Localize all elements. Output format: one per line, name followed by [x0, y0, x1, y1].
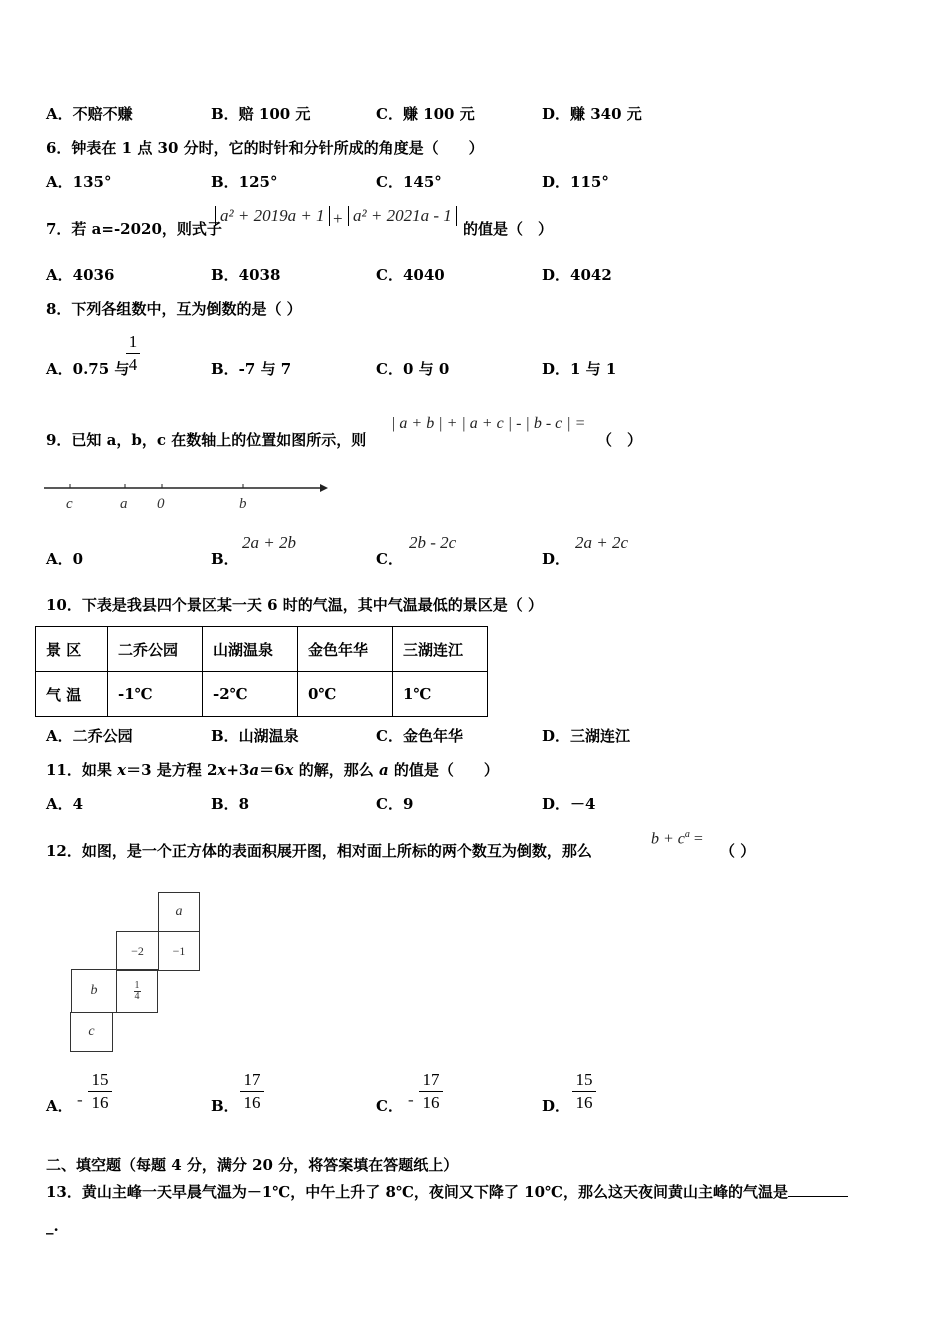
table-cell: 景 区	[36, 627, 108, 672]
q12-option-d-label: D．	[542, 1097, 571, 1115]
answer-blank[interactable]	[788, 1180, 848, 1197]
q11-option-b: B．8	[211, 795, 250, 813]
q12-option-b-label: B．	[211, 1097, 239, 1115]
q9-stem: 9．已知 a，b，c 在数轴上的位置如图所示，则	[46, 431, 367, 449]
q7-stem-post: 的值是（ ）	[463, 220, 554, 238]
label-b: b	[239, 496, 247, 512]
q12-option-c-label: C．	[376, 1097, 403, 1115]
q12-option-a-sign: -	[77, 1090, 83, 1109]
q9-option-b-expr: 2a + 2b	[242, 533, 296, 552]
q5-option-a: A．不赔不赚	[46, 105, 133, 123]
table-header-row	[36, 627, 488, 672]
q11-option-a: A．4	[46, 795, 84, 813]
q9-option-d-expr: 2a + 2c	[575, 533, 629, 552]
net-face-b: b	[71, 969, 117, 1013]
table-cell: 1℃	[393, 672, 488, 717]
number-line	[40, 476, 340, 516]
q10-stem: 10．下表是我县四个景区某一天 6 时的气温，其中气温最低的景区是（ ）	[46, 596, 543, 614]
temperature-table	[35, 626, 488, 717]
label-c: c	[66, 496, 73, 512]
net-face-a: a	[158, 892, 200, 932]
q7-abs-expr-2: a² + 2021a - 1	[348, 206, 457, 226]
table-cell: 山湖温泉	[203, 627, 298, 672]
q12-option-b-fraction: 17 16	[240, 1070, 264, 1113]
q10-option-d: D．三湖连江	[542, 727, 631, 745]
q9-option-d-label: D．	[542, 550, 571, 568]
q11-option-d: D．－4	[542, 795, 596, 813]
q7-abs-expr-1: a² + 2019a + 1	[215, 206, 330, 226]
q6-stem: 6．钟表在 1 点 30 分时，它的时针和分针所成的角度是（ ）	[46, 139, 484, 157]
net-face-quarter: 1 4	[116, 969, 158, 1013]
q12-option-a-label: A．	[46, 1097, 73, 1115]
q12-option-c-sign: -	[408, 1090, 414, 1109]
label-0: 0	[157, 496, 165, 512]
q9-paren: （ ）	[597, 431, 643, 449]
q9-option-b-label: B．	[211, 550, 239, 568]
q7-option-a: A．4036	[46, 266, 115, 284]
q11-stem: 11．如果 x＝3 是方程 2x+3a＝6x 的解，那么 a 的值是（ ）	[46, 761, 499, 779]
q12-stem: 12．如图，是一个正方体的表面积展开图，相对面上所标的两个数互为倒数，那么	[46, 842, 592, 860]
q9-abs-expression: | a + b | + | a + c | - | b - c | =	[391, 415, 586, 432]
q13-stem: 13．黄山主峰一天早晨气温为－1℃，中午上升了 8℃，夜间又下降了 10℃，那么这天夜间黄山主峰的气温是	[46, 1180, 848, 1202]
q12-option-c-fraction: 17 16	[419, 1070, 443, 1113]
q12-option-a-fraction: 15 16	[88, 1070, 112, 1113]
q7-plus: +	[333, 209, 343, 228]
net-face-c: c	[70, 1012, 113, 1052]
q5-option-d: D．赚 340 元	[542, 105, 642, 123]
q10-option-c: C．金色年华	[376, 727, 463, 745]
q8-stem: 8．下列各组数中，互为倒数的是（ ）	[46, 300, 302, 318]
q7-option-b: B．4038	[211, 266, 281, 284]
q6-option-c: C．145°	[376, 173, 442, 191]
q6-option-d: D．115°	[542, 173, 609, 191]
table-cell: -2℃	[203, 672, 298, 717]
table-cell: 三湖连江	[393, 627, 488, 672]
table-row	[36, 672, 488, 717]
table-cell: 二乔公园	[108, 627, 203, 672]
q12-option-d-fraction: 15 16	[572, 1070, 596, 1113]
q8-option-a-fraction: 1 4	[126, 332, 140, 375]
table-cell: -1℃	[108, 672, 203, 717]
q5-option-b: B．赔 100 元	[211, 105, 311, 123]
section-2-title: 二、填空题（每题 4 分，满分 20 分，将答案填在答题纸上）	[46, 1156, 459, 1174]
q9-option-a: A．0	[46, 550, 84, 568]
q12-paren: （ ）	[720, 842, 756, 860]
q5-option-c: C．赚 100 元	[376, 105, 475, 123]
q8-option-b: B．-7 与 7	[211, 360, 292, 378]
q8-option-d: D．1 与 1	[542, 360, 617, 378]
q9-option-c-expr: 2b - 2c	[409, 533, 457, 552]
q11-option-c: C．9	[376, 795, 414, 813]
number-line-arrow	[320, 484, 328, 492]
table-cell: 气 温	[36, 672, 108, 717]
q10-option-a: A．二乔公园	[46, 727, 133, 745]
q13-tail: _.	[46, 1217, 59, 1235]
q8-option-c: C．0 与 0	[376, 360, 450, 378]
q9-option-c-label: C．	[376, 550, 403, 568]
table-cell: 金色年华	[298, 627, 393, 672]
table-cell: 0℃	[298, 672, 393, 717]
q7-option-d: D．4042	[542, 266, 612, 284]
label-a: a	[120, 496, 128, 512]
q12-expression: $b + c^a$ =	[651, 829, 703, 848]
q8-option-a: A．0.75 与	[46, 360, 130, 378]
q10-option-b: B．山湖温泉	[211, 727, 299, 745]
q6-option-b: B．125°	[211, 173, 278, 191]
q7-stem-pre: 7．若 a=-2020，则式子	[46, 220, 222, 238]
q7-option-c: C．4040	[376, 266, 445, 284]
net-face-minus1: −1	[158, 931, 200, 971]
q6-option-a: A．135°	[46, 173, 112, 191]
net-face-minus2: −2	[116, 931, 159, 971]
